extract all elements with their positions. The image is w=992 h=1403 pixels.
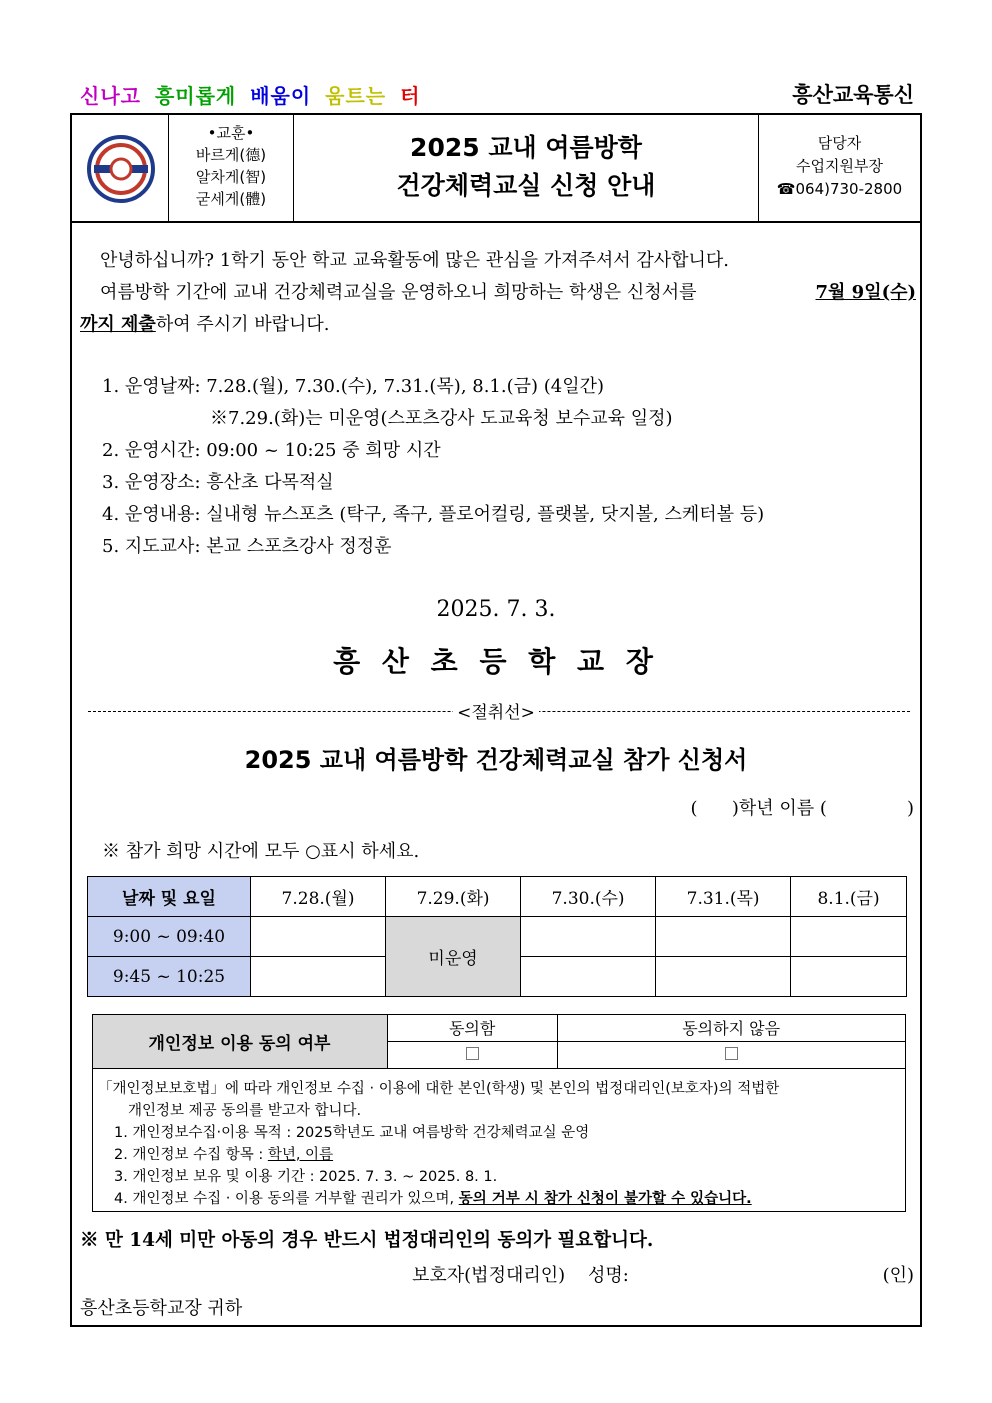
intro-line3	[80, 309, 329, 341]
consent-disagree-label: 동의하지 않음	[557, 1014, 905, 1041]
addressee: 흥산초등학교장 귀하	[80, 1298, 243, 1319]
document-title-line1: 2025 교내 여름방학	[410, 133, 642, 162]
consent-item-text: 2. 개인정보 수집 항목 :	[114, 1147, 268, 1163]
date-header: 7.30.(수)	[521, 877, 656, 917]
document-header	[72, 115, 920, 223]
date-header: 7.28.(월)	[251, 877, 386, 917]
closed-cell: 미운영	[386, 917, 521, 997]
guardian-label: 보호자(법정대리인) 성명:	[412, 1265, 629, 1286]
info-item-note: ※7.29.(화)는 미운영(스포츠강사 도교육청 보수교육 일정)	[210, 408, 673, 429]
intro-line1: 안녕하십니까? 1학기 동안 학교 교육활동에 많은 관심을 가져주셔서 감사합니다.	[100, 250, 730, 271]
consent-item: 3. 개인정보 보유 및 이용 기간 : 2025. 7. 3. ~ 2025. 8. 1.	[114, 1169, 498, 1185]
motto-line: 굳세게(體)	[195, 190, 267, 208]
motto-title: •교훈•	[207, 124, 255, 142]
title-cell	[294, 115, 759, 221]
consent-label: 개인정보 이용 동의 여부	[92, 1014, 387, 1068]
info-item-dates: 1. 운영날짜: 7.28.(월), 7.30.(수), 7.31.(목), 8.1.(금) (4일간)	[102, 376, 605, 397]
consent-item-text: 4. 개인정보 수집 ‧ 이용 동의를 거부할 권리가 있으며,	[114, 1191, 459, 1207]
consent-text-line: 개인정보 제공 동의를 받고자 합니다.	[128, 1103, 362, 1119]
age-note: ※ 만 14세 미만 아동의 경우 반드시 법정대리인의 동의가 필요합니다.	[80, 1230, 654, 1251]
date-header: 7.31.(목)	[656, 877, 791, 917]
newsletter-title: 흥산교육통신	[792, 83, 914, 107]
form-title: 2025 교내 여름방학 건강체력교실 참가 신청서	[244, 746, 748, 774]
slogan-word: 배움이	[250, 84, 312, 108]
consent-text	[98, 1078, 779, 1210]
date-header: 8.1.(금)	[791, 877, 907, 917]
agree-checkbox[interactable]	[466, 1047, 479, 1060]
contact-title: 수업지원부장	[796, 157, 883, 175]
consent-table	[92, 1014, 906, 1069]
contact-cell	[759, 115, 920, 221]
slot-cell[interactable]	[521, 957, 656, 997]
consent-item-underline: 학년, 이름	[267, 1147, 334, 1163]
intro-line2	[100, 277, 916, 309]
consent-item	[98, 1188, 779, 1210]
consent-disagree-cell	[557, 1041, 905, 1068]
info-item-place: 3. 운영장소: 흥산초 다목적실	[102, 472, 334, 493]
schedule-header-label: 날짜 및 요일	[88, 877, 251, 917]
slot-cell[interactable]	[251, 917, 386, 957]
slogan-word: 움트는	[325, 84, 387, 108]
slogan-word: 터	[400, 84, 421, 108]
seal-mark[interactable]: (인)	[882, 1265, 914, 1286]
school-slogan	[80, 80, 420, 109]
info-item-teacher: 5. 지도교사: 본교 스포츠강사 정정훈	[102, 536, 392, 557]
schedule-table	[87, 876, 907, 997]
motto-line: 알차게(智)	[195, 168, 267, 186]
cut-line-text: <절취선>	[453, 703, 539, 723]
consent-box	[92, 1014, 906, 1212]
motto-cell	[169, 115, 294, 221]
slot-cell[interactable]	[521, 917, 656, 957]
principal-name: 흥 산 초 등 학 교 장	[333, 645, 659, 678]
intro-text: 하여 주시기 바랍니다.	[155, 314, 330, 335]
intro-text: 여름방학 기간에 교내 건강체력교실을 운영하오니 희망하는 학생은 신청서를	[100, 282, 697, 303]
form-instruction: ※ 참가 희망 시간에 모두 ○표시 하세요.	[102, 841, 420, 862]
due-date: 7월 9일(수)	[815, 282, 916, 303]
due-date-cont: 까지 제출	[80, 314, 156, 335]
consent-agree-label: 동의함	[387, 1014, 557, 1041]
cut-line-label	[0, 698, 992, 723]
consent-item-underline: 동의 거부 시 참가 신청이 불가할 수 있습니다.	[458, 1191, 752, 1207]
info-item-time: 2. 운영시간: 09:00 ~ 10:25 중 희망 시간	[102, 440, 441, 461]
motto-line: 바르게(德)	[195, 146, 267, 164]
disagree-checkbox[interactable]	[725, 1047, 738, 1060]
slot-cell[interactable]	[251, 957, 386, 997]
school-logo	[86, 134, 156, 204]
info-item-content: 4. 운영내용: 실내형 뉴스포츠 (탁구, 족구, 플로어컬링, 플랫볼, 닷지볼, 스케터볼 등)	[102, 504, 765, 525]
contact-phone: ☎064)730-2800	[776, 180, 903, 198]
document-title-line2: 건강체력교실 신청 안내	[396, 171, 656, 200]
consent-agree-cell	[387, 1041, 557, 1068]
contact-role: 담당자	[817, 134, 862, 152]
grade-name-field[interactable]: ( )학년 이름 ( )	[690, 798, 914, 819]
schedule-header-row	[88, 877, 907, 917]
slot-cell[interactable]	[791, 917, 907, 957]
consent-item	[98, 1144, 779, 1166]
slot-cell[interactable]	[656, 917, 791, 957]
consent-item: 1. 개인정보수집‧이용 목적 : 2025학년도 교내 여름방학 건강체력교실 운영	[114, 1125, 590, 1141]
time-slot-label: 9:00 ~ 09:40	[88, 917, 251, 957]
date-header: 7.29.(화)	[386, 877, 521, 917]
school-logo-cell	[72, 115, 169, 221]
document-date: 2025. 7. 3.	[436, 597, 556, 622]
slogan-word: 흥미롭게	[154, 84, 237, 108]
slot-cell[interactable]	[791, 957, 907, 997]
slot-cell[interactable]	[656, 957, 791, 997]
consent-text-line: 「개인정보보호법」에 따라 개인정보 수집 ‧ 이용에 대한 본인(학생) 및 본인의 법정대리인(보호자)의 적법한	[98, 1081, 780, 1097]
slogan-word: 신나고	[80, 84, 141, 108]
time-slot-label: 9:45 ~ 10:25	[88, 957, 251, 997]
schedule-row	[88, 917, 907, 957]
